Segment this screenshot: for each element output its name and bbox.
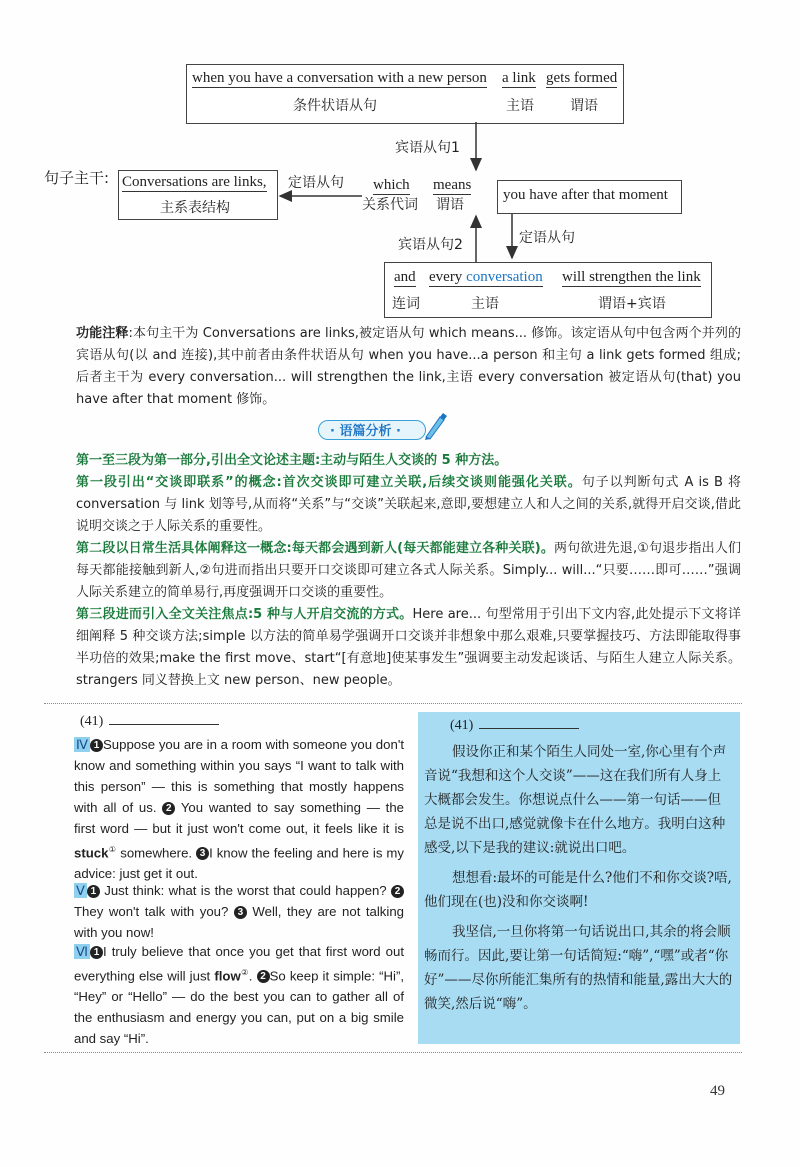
section-title: · 语篇分析 · (330, 424, 401, 439)
english-p5: Ⅴ 1 Just think: what is the worst that could happen? 2 They won't talk with you? 3 Well, they are not talking with you now! (74, 883, 404, 940)
which: which (373, 177, 410, 193)
means: means (433, 177, 472, 193)
top-clause-label: 条件状语从句 (293, 98, 377, 114)
translation-p2: 想想看:最坏的可能是什么?他们不和你交谈?唔,他们现在(也)没和你交谈啊! (424, 870, 732, 910)
subject2-label: 主语 (471, 296, 499, 312)
function-note: 功能注释:本句主干为 Conversations are links,被定语从句 which means... 修饰。该定语从句中包含两个并列的宾语从句(以 and 连接),其中前者由条件状语从句 when you have...a person 和主句 a link gets formed 组成;后者主干为 every conversation... will strengthen the link,主语 every conversation 被定语从句(that) you have after that moment 修饰。 (76, 326, 741, 407)
every-conversation: every conversation (429, 269, 543, 285)
predicate1-label: 谓语 (570, 98, 598, 114)
top-clause: when you have a conversation with a new person (192, 70, 487, 86)
subject1-label: 主语 (506, 98, 534, 114)
translation-p3: 我坚信,一旦你将第一句话说出口,其余的将会顺畅而行。因此,要让第一句话简短:“嗨”,“嘿”或者“你好”——尽你所能汇集所有的热情和能量,露出大大的微笑,然后说“嗨”。 (424, 924, 733, 1012)
right-clause: you have after that moment (503, 187, 668, 203)
main-clause: Conversations are links, (122, 174, 267, 190)
which-label: 关系代词 (362, 197, 418, 213)
page-number: 49 (710, 1083, 725, 1099)
main-prefix: 句子主干: (44, 169, 110, 187)
arrow1-label: 宾语从句1 (395, 140, 460, 156)
analysis-p2: 第二段以日常生活具体阐释这一概念:每天都会遇到新人(每天都能建立各种关联)。两句欲进先退,①句退步指出人们每天都能接触到新人,②句进而指出只要开口交谈即可建立各式人际关系。Simply... will...“只要……即可……”强调人际关系建立的简单易行,再度强调开口交谈的重要性。 (76, 541, 741, 600)
divider-bottom (44, 1052, 742, 1053)
attr-label: 定语从句 (288, 175, 344, 191)
arrow2-label: 宾语从句2 (398, 237, 463, 253)
answer-blank[interactable] (109, 724, 219, 725)
translation-blank (479, 728, 579, 729)
right-attr-label: 定语从句 (519, 230, 575, 246)
strengthen-label: 谓语+宾语 (598, 296, 666, 312)
means-label: 谓语 (436, 197, 464, 213)
analysis-p0: 第一至三段为第一部分,引出全文论述主题:主动与陌生人交谈的 5 种方法。 (76, 453, 508, 468)
question-number: (41) (80, 714, 219, 730)
section-title-badge (318, 417, 448, 441)
and: and (394, 269, 416, 285)
main-clause-label: 主系表结构 (160, 200, 230, 216)
translation-p1: 假设你正和某个陌生人同处一室,你心里有个声音说“我想和这个人交谈”——这在我们所有人身上大概都会发生。你想说点什么——第一句话——但总是说不出口,感觉就像卡在什么地方。我明白这种感受,以下是我的建议:就说出口吧。 (424, 744, 727, 856)
subject1: a link (502, 70, 536, 86)
translation-box (418, 712, 740, 1044)
and-label: 连词 (392, 296, 420, 312)
english-p6: Ⅵ 1 I truly believe that once you get that first word out everything else will just flow②. 2 So keep it simple: “Hi”, “Hey” or “Hello” — do the best you can to gather all of the enthusiasm and energy you can, put on a big smile and say “Hi”. (74, 944, 405, 1047)
pen-icon (422, 411, 448, 441)
strengthen: will strengthen the link (562, 269, 701, 285)
analysis-p3: 第三段进而引入全文关注焦点:5 种与人开启交流的方式。Here are... 句型常用于引出下文内容,此处提示下文将详细阐释 5 种交谈方法;simple 以方法的简单易学强调开口交谈并非想象中那么艰难,只要掌握技巧、方法即能取得事半功倍的效果;make the first move、start“[有意地]使某事发生”强调要主动发起谈话、与陌生人建立人际关系。strangers 同义替换上文 new person、new people。 (76, 607, 741, 688)
analysis-p1: 第一段引出“交谈即联系”的概念:首次交谈即可建立关联,后续交谈则能强化关联。句子以判断句式 A is B 将 conversation 与 link 划等号,从而将“关系”与“交谈”关联起来,意即,要想建立人和人之间的关系,就得开启交谈,借此说明交谈之于人际关系的重要性。 (76, 475, 741, 534)
divider-top (44, 703, 742, 704)
translation-number: (41) (450, 718, 579, 734)
predicate1: gets formed (546, 70, 618, 86)
english-p4: Ⅳ 1 Suppose you are in a room with someone you don't know and something within you says “I want to talk with this person” — this is something that mostly happens with all of us. 2 You wanted to say something — the first word — but it just won't come out, it feels like it is stuck① somewhere. 3 I know the feeling and here is my advice: just get it out. (74, 737, 405, 882)
